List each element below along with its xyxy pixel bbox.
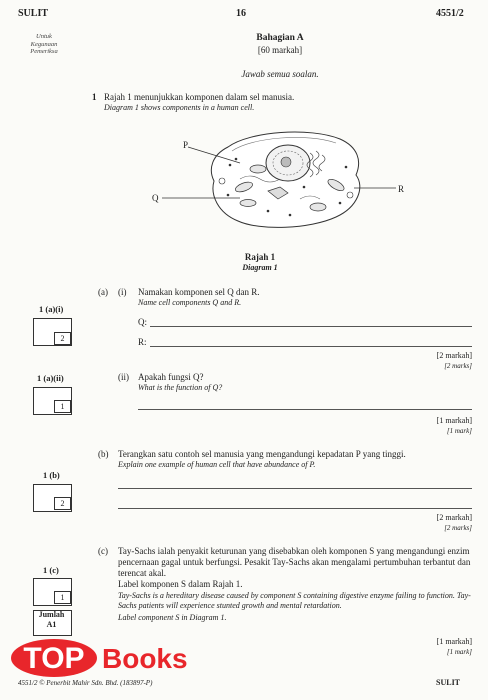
margin-label-a-i: 1 (a)(i)	[39, 304, 64, 314]
margin-note-line-1: Untuk	[36, 33, 52, 40]
q-c-text-ms: Tay-Sachs ialah penyakit keturunan yang disebabkan oleh komponen S yang mengandungi enzim pencernaan gagal untuk berfungsi. Pesakit Tay-Sachs akan mengalami pertumbuhan terbantut dan terencat akal.	[118, 546, 471, 578]
section-marks: [60 markah]	[257, 45, 303, 55]
answer-r-label: R:	[138, 337, 147, 347]
part-a-ii-label: (ii)	[118, 372, 129, 382]
logo-word-top: TOP	[23, 642, 85, 675]
margin-label-a-ii: 1 (a)(ii)	[37, 373, 64, 383]
footer-sulit: SULIT	[436, 678, 461, 687]
part-a-i-label: (i)	[118, 287, 127, 297]
total-sub: A1	[46, 620, 57, 629]
marks-c-en: [1 mark]	[446, 648, 472, 656]
margin-note	[24, 33, 64, 56]
q-c-text-en-2: Label component S in Diagram 1.	[118, 613, 227, 622]
total-label: Jumlah	[38, 610, 65, 619]
max-score-c: 1	[54, 591, 71, 604]
label-p: P	[183, 140, 189, 150]
label-q: Q	[152, 193, 159, 203]
answer-line-r[interactable]	[150, 346, 472, 347]
diagram-caption-en: Diagram 1	[242, 263, 278, 272]
header-sulit: SULIT	[18, 8, 49, 19]
margin-label-c: 1 (c)	[43, 565, 59, 575]
diagram-caption-ms: Rajah 1	[244, 252, 276, 262]
q1-intro-en: Diagram 1 shows components in a human cell.	[104, 103, 255, 112]
part-a-label: (a)	[98, 287, 108, 297]
footer-copyright: 4551/2 © Penerbit Mahir Sdn. Bhd. (183897-P)	[18, 679, 153, 687]
max-score-a-i: 2	[54, 332, 71, 345]
section-instruction: Jawab semua soalan.	[241, 69, 319, 79]
paper-code: 4551/2	[436, 8, 464, 19]
part-c-label: (c)	[98, 546, 108, 556]
q-a-ii-text-ms: Apakah fungsi Q?	[138, 372, 204, 382]
q-c-text-ms-2: Label komponen S dalam Rajah 1.	[118, 579, 243, 589]
q-b-text-ms: Terangkan satu contoh sel manusia yang mengandungi kepadatan P yang tinggi.	[118, 449, 406, 459]
marks-a-i-ms: [2 markah]	[436, 351, 472, 360]
question-number: 1	[92, 92, 97, 102]
logo-word-books: Books	[102, 643, 188, 674]
q1-intro-ms: Rajah 1 menunjukkan komponen dalam sel manusia.	[104, 92, 295, 102]
marks-b-en: [2 marks]	[444, 524, 472, 532]
marks-a-i-en: [2 marks]	[444, 362, 472, 370]
answer-line-b-2[interactable]	[118, 508, 472, 509]
topbooks-logo	[8, 632, 213, 680]
section-title: Bahagian A	[256, 33, 304, 43]
margin-label-b: 1 (b)	[43, 470, 60, 480]
q-b-text-en: Explain one example of human cell that have abundance of P.	[118, 460, 316, 469]
marks-a-ii-en: [1 mark]	[446, 427, 472, 435]
margin-note-line-3: Pemeriksa	[30, 48, 58, 55]
q-a-i-text-en: Name cell components Q and R.	[138, 298, 242, 307]
answer-line-a-ii[interactable]	[138, 409, 472, 410]
cell-diagram	[140, 125, 420, 240]
marks-b-ms: [2 markah]	[436, 513, 472, 522]
q-a-ii-text-en: What is the function of Q?	[138, 383, 223, 392]
part-b-label: (b)	[98, 449, 109, 459]
q-a-i-text-ms: Namakan komponen sel Q dan R.	[138, 287, 260, 297]
marks-a-ii-ms: [1 markah]	[436, 416, 472, 425]
page-number: 16	[236, 8, 246, 19]
label-r: R	[398, 184, 405, 194]
answer-line-q[interactable]	[150, 326, 472, 327]
answer-line-b-1[interactable]	[118, 488, 472, 489]
marks-c-ms: [1 markah]	[436, 637, 472, 646]
max-score-a-ii: 1	[54, 400, 71, 413]
answer-q-label: Q:	[138, 317, 147, 327]
margin-note-line-2: Kegunaan	[30, 40, 58, 48]
q-c-text-en: Tay-Sachs is a hereditary disease caused by component S containing digestive enzyme failing to function. Tay-Sachs patients will experience stunted growth and mental retardation.	[118, 591, 471, 610]
max-score-b: 2	[54, 497, 71, 510]
